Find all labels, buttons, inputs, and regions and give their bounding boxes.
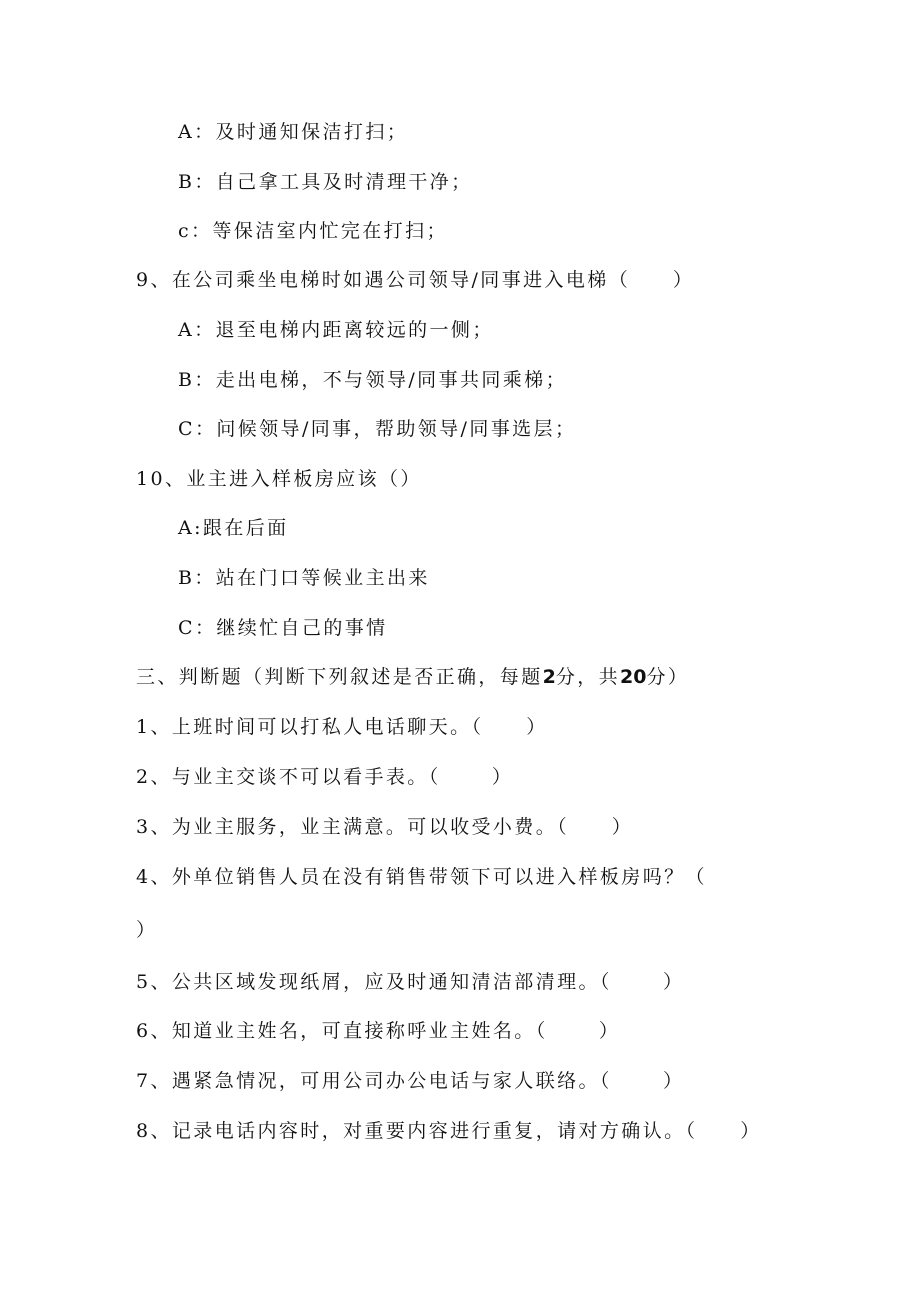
q9-option-a: A：退至电梯内距离较远的一侧；: [178, 319, 494, 341]
q9-question: 9、在公司乘坐电梯时如遇公司领导/同事进入电梯（ ）: [136, 269, 695, 291]
section-3-suffix: 分）: [646, 666, 690, 688]
q10-question: 10、业主进入样板房应该（）: [136, 468, 422, 490]
q9-option-b: B：走出电梯，不与领导/同事共同乘梯；: [178, 369, 567, 391]
judgment-item-1: 1、上班时间可以打私人电话聊天。（ ）: [136, 716, 548, 738]
judgment-item-4-continuation: ）: [136, 919, 158, 941]
section-3-prefix: 三、判断题（判断下列叙述是否正确，每题: [136, 666, 543, 688]
judgment-item-2: 2、与业主交谈不可以看手表。（ ）: [136, 766, 514, 788]
judgment-item-3: 3、为业主服务，业主满意。可以收受小费。（ ）: [136, 816, 634, 838]
q8-option-a: A：及时通知保洁打扫；: [178, 121, 409, 143]
section-3-mid: 分，共: [555, 666, 621, 688]
judgment-item-7: 7、遇紧急情况，可用公司办公电话与家人联络。（ ）: [136, 1070, 685, 1092]
judgment-item-4: 4、外单位销售人员在没有销售带领下可以进入样板房吗？（: [136, 866, 707, 888]
section-3-points-each: 2: [542, 666, 556, 688]
q10-option-c: C：继续忙自己的事情: [178, 617, 388, 639]
q10-option-b: B：站在门口等候业主出来: [178, 567, 430, 589]
section-3-heading: [0, 659, 920, 695]
judgment-item-6: 6、知道业主姓名，可直接称呼业主姓名。（ ）: [136, 1020, 621, 1042]
q8-option-b: B：自己拿工具及时清理干净；: [178, 171, 473, 193]
q8-option-c: c：等保洁室内忙完在打扫；: [178, 220, 448, 242]
q10-option-a: A:跟在后面: [178, 517, 289, 539]
judgment-item-5: 5、公共区域发现纸屑，应及时通知清洁部清理。（ ）: [136, 971, 685, 993]
q9-option-c: C：问候领导/同事，帮助领导/同事选层；: [178, 418, 577, 440]
section-3-points-total: 20: [620, 666, 647, 688]
judgment-item-8: 8、记录电话内容时，对重要内容进行重复，请对方确认。（ ）: [136, 1120, 762, 1142]
